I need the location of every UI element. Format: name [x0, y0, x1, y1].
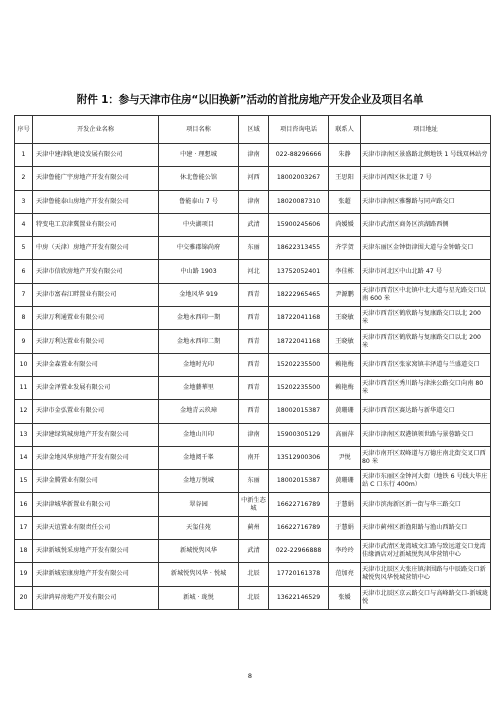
- row-number: 15: [15, 470, 33, 493]
- phone-number: 13622146529: [269, 586, 329, 609]
- contact-person: 范加亮: [329, 563, 361, 586]
- developer-name: 天津新城宏康房地产开发有限公司: [33, 563, 159, 586]
- project-name: 金地万悦城: [159, 470, 239, 493]
- table-row: [15, 493, 491, 516]
- row-number: 11: [15, 376, 33, 399]
- project-name: 金地山川印: [159, 423, 239, 446]
- developer-name: 天津津城华新置业有限公司: [33, 493, 159, 516]
- table-row: [15, 213, 491, 236]
- contact-person: 黄珊珊: [329, 470, 361, 493]
- row-number: 13: [15, 423, 33, 446]
- table-header-row: [15, 116, 491, 144]
- project-name: 鲁能泰山 7 号: [159, 190, 239, 213]
- phone-number: 18622313455: [269, 237, 329, 260]
- row-number: 5: [15, 237, 33, 260]
- phone-number: 15202235500: [269, 376, 329, 399]
- table-row: [15, 516, 491, 539]
- table-row: [15, 353, 491, 376]
- contact-person: 尹悦: [329, 446, 361, 469]
- table-row: [15, 563, 491, 586]
- project-address: 天津市河西区休北道 7 号: [361, 167, 491, 190]
- project-address: 天津市河北区中山北路 47 号: [361, 260, 491, 283]
- developer-project-table: [14, 115, 491, 610]
- area: 中新生态城: [239, 493, 269, 516]
- contact-person: 尹源鹏: [329, 283, 361, 306]
- developer-name: 天津建绿筑城房地产开发有限公司: [33, 423, 159, 446]
- row-number: 7: [15, 283, 33, 306]
- row-number: 20: [15, 586, 33, 609]
- area: 东丽: [239, 237, 269, 260]
- contact-person: 齐学贺: [329, 237, 361, 260]
- contact-person: 黄珊珊: [329, 400, 361, 423]
- project-address: 天津市北辰区大张庄镇津围路与中辰路交口新城悦隽风华悦城营销中心: [361, 563, 491, 586]
- developer-name: 天津鲁能广宇房地产开发有限公司: [33, 167, 159, 190]
- header-project: 项目名称: [159, 116, 239, 144]
- row-number: 19: [15, 563, 33, 586]
- project-name: 中交雅郡锦尚府: [159, 237, 239, 260]
- developer-name: 天津中建津轨建设发展有限公司: [33, 144, 159, 167]
- developer-name: 特变电工京津冀置业有限公司: [33, 213, 159, 236]
- header-address: 项目地址: [361, 116, 491, 144]
- project-name: 金地时光印: [159, 353, 239, 376]
- developer-name: 天津万利达置业有限公司: [33, 330, 159, 353]
- table-row: [15, 586, 491, 609]
- contact-person: 赖艳梅: [329, 376, 361, 399]
- contact-person: 王思阳: [329, 167, 361, 190]
- area: 南开: [239, 446, 269, 469]
- area: 蓟州: [239, 516, 269, 539]
- row-number: 1: [15, 144, 33, 167]
- contact-person: 李佳栋: [329, 260, 361, 283]
- project-address: 天津市蓟州区新渔阳路与渔山西路交口: [361, 516, 491, 539]
- header-contact: 联系人: [329, 116, 361, 144]
- table-row: [15, 376, 491, 399]
- project-name: 中山路 1903: [159, 260, 239, 283]
- project-address: 天津市南开区双峰道与万德庄南北街交叉口西 80 米: [361, 446, 491, 469]
- contact-person: 张媛: [329, 586, 361, 609]
- phone-number: 18002015387: [269, 400, 329, 423]
- row-number: 14: [15, 446, 33, 469]
- project-address: 天津市津南区双港镇领世路与景蓉路交口: [361, 423, 491, 446]
- row-number: 6: [15, 260, 33, 283]
- project-name: 翠谷园: [159, 493, 239, 516]
- table-row: [15, 423, 491, 446]
- phone-number: 13752052401: [269, 260, 329, 283]
- phone-number: 13512900306: [269, 446, 329, 469]
- phone-number: 18722041168: [269, 330, 329, 353]
- area: 西青: [239, 330, 269, 353]
- developer-name: 中房（天津）房地产开发有限公司: [33, 237, 159, 260]
- area: 北辰: [239, 586, 269, 609]
- row-number: 16: [15, 493, 33, 516]
- table-row: [15, 237, 491, 260]
- developer-name: 天津鸿昇房地产开发有限公司: [33, 586, 159, 609]
- project-address: 天津市滨海新区新一街与华三路交口: [361, 493, 491, 516]
- project-name: 金地藝華里: [159, 376, 239, 399]
- area: 西青: [239, 400, 269, 423]
- phone-number: 18002003267: [269, 167, 329, 190]
- contact-person: 李玲玲: [329, 540, 361, 563]
- page-number: 8: [247, 672, 253, 680]
- area: 北辰: [239, 563, 269, 586]
- area: 西青: [239, 353, 269, 376]
- table-body: [15, 144, 491, 610]
- phone-number: 15900305129: [269, 423, 329, 446]
- row-number: 12: [15, 400, 33, 423]
- developer-name: 天津市富春江畔置业有限公司: [33, 283, 159, 306]
- area: 津南: [239, 423, 269, 446]
- table-row: [15, 260, 491, 283]
- area: 武清: [239, 213, 269, 236]
- area: 东丽: [239, 470, 269, 493]
- area: 西青: [239, 283, 269, 306]
- contact-person: 朱静: [329, 144, 361, 167]
- header-developer: 开发企业名称: [33, 116, 159, 144]
- table-row: [15, 144, 491, 167]
- developer-name: 天津鲁能泰山房地产开发有限公司: [33, 190, 159, 213]
- contact-person: 张超: [329, 190, 361, 213]
- contact-person: 王晓敏: [329, 330, 361, 353]
- project-address: 天津市津南区雅馨路与同声路交口: [361, 190, 491, 213]
- contact-person: 王晓敏: [329, 307, 361, 330]
- table-row: [15, 400, 491, 423]
- developer-name: 天津金地风华房地产开发有限公司: [33, 446, 159, 469]
- project-name: 金地阅千峯: [159, 446, 239, 469]
- project-name: 天玺佳苑: [159, 516, 239, 539]
- phone-number: 15202235500: [269, 353, 329, 376]
- project-address: 天津市东丽区金钟河大街（地铁 6 号线大毕庄站 C 口东行 400m）: [361, 470, 491, 493]
- table-row: [15, 283, 491, 306]
- project-name: 中建 · 理想城: [159, 144, 239, 167]
- row-number: 8: [15, 307, 33, 330]
- developer-name: 天津市信欣房地产开发有限公司: [33, 260, 159, 283]
- project-name: 休北鲁能公馆: [159, 167, 239, 190]
- table-row: [15, 307, 491, 330]
- area: 河北: [239, 260, 269, 283]
- row-number: 10: [15, 353, 33, 376]
- developer-name: 天津金森置业有限公司: [33, 353, 159, 376]
- phone-number: 16622716789: [269, 516, 329, 539]
- phone-number: 15900245606: [269, 213, 329, 236]
- header-no: 序号: [15, 116, 33, 144]
- project-address: 天津市津南区景盛路北侧地铁 1 号线双林站旁: [361, 144, 491, 167]
- project-address: 天津市西青区赛达路与新华道交口: [361, 400, 491, 423]
- project-address: 天津市西青区秀川路与津涞公路交口向南 80 米: [361, 376, 491, 399]
- project-address: 天津东丽区金钟街津围大道与金钟路交口: [361, 237, 491, 260]
- project-address: 天津市武清区商务区滨湖路西侧: [361, 213, 491, 236]
- developer-name: 天津天谊置业有限责任公司: [33, 516, 159, 539]
- phone-number: 18722041168: [269, 307, 329, 330]
- phone-number: 17720161378: [269, 563, 329, 586]
- project-name: 新城 · 珑悦: [159, 586, 239, 609]
- table-row: [15, 167, 491, 190]
- developer-name: 天津金腾置业有限公司: [33, 470, 159, 493]
- row-number: 9: [15, 330, 33, 353]
- phone-number: 18002015387: [269, 470, 329, 493]
- phone-number: 18020087310: [269, 190, 329, 213]
- project-name: 金地永西印一期: [159, 307, 239, 330]
- row-number: 17: [15, 516, 33, 539]
- area: 津南: [239, 190, 269, 213]
- phone-number: 16622716789: [269, 493, 329, 516]
- phone-number: 022-22966888: [269, 540, 329, 563]
- header-area: 区域: [239, 116, 269, 144]
- project-address: 天津市武清区龙湾城文汇路与致远道交口龙湾佳缘酒店对过新城悦隽风华营销中心: [361, 540, 491, 563]
- row-number: 2: [15, 167, 33, 190]
- header-phone: 项目咨询电话: [269, 116, 329, 144]
- table-row: [15, 446, 491, 469]
- contact-person: 于慧娟: [329, 493, 361, 516]
- row-number: 18: [15, 540, 33, 563]
- row-number: 4: [15, 213, 33, 236]
- table-row: [15, 540, 491, 563]
- developer-name: 天津万利通置业有限公司: [33, 307, 159, 330]
- contact-person: 尚媛媛: [329, 213, 361, 236]
- project-name: 中央湖项目: [159, 213, 239, 236]
- page-title: 附件 1：参与天津市住房“以旧换新”活动的首批房地产开发企业及项目名单: [76, 94, 424, 106]
- area: 西青: [239, 376, 269, 399]
- table-row: [15, 330, 491, 353]
- project-name: 新城悦隽风华: [159, 540, 239, 563]
- phone-number: 022-88296666: [269, 144, 329, 167]
- project-name: 金地风华 919: [159, 283, 239, 306]
- area: 武清: [239, 540, 269, 563]
- phone-number: 18222965465: [269, 283, 329, 306]
- project-address: 天津市北辰区京云路交口与高峰路交口-新城珑悦: [361, 586, 491, 609]
- project-address: 天津市西青区张家窝镇丰泽道与兰盛道交口: [361, 353, 491, 376]
- row-number: 3: [15, 190, 33, 213]
- project-address: 天津市西青区中北镇中北大道与星光路交口以南 600 米: [361, 283, 491, 306]
- project-name: 金地永西印二期: [159, 330, 239, 353]
- project-address: 天津市西青区鹤欣路与复康路交口以北 200 米: [361, 307, 491, 330]
- area: 津南: [239, 144, 269, 167]
- area: 河西: [239, 167, 269, 190]
- project-name: 新城悦隽风华 · 悦城: [159, 563, 239, 586]
- contact-person: 于慧娟: [329, 516, 361, 539]
- contact-person: 高丽萍: [329, 423, 361, 446]
- project-address: 天津市西青区鹤欣路与复康路交口以北 200 米: [361, 330, 491, 353]
- table-row: [15, 190, 491, 213]
- contact-person: 赖艳梅: [329, 353, 361, 376]
- developer-name: 天津新城悦采房地产开发有限公司: [33, 540, 159, 563]
- table-row: [15, 470, 491, 493]
- developer-name: 天津金泽置业发展有限公司: [33, 376, 159, 399]
- project-name: 金地青云玖璋: [159, 400, 239, 423]
- area: 西青: [239, 307, 269, 330]
- developer-name: 天津市金弘置业有限公司: [33, 400, 159, 423]
